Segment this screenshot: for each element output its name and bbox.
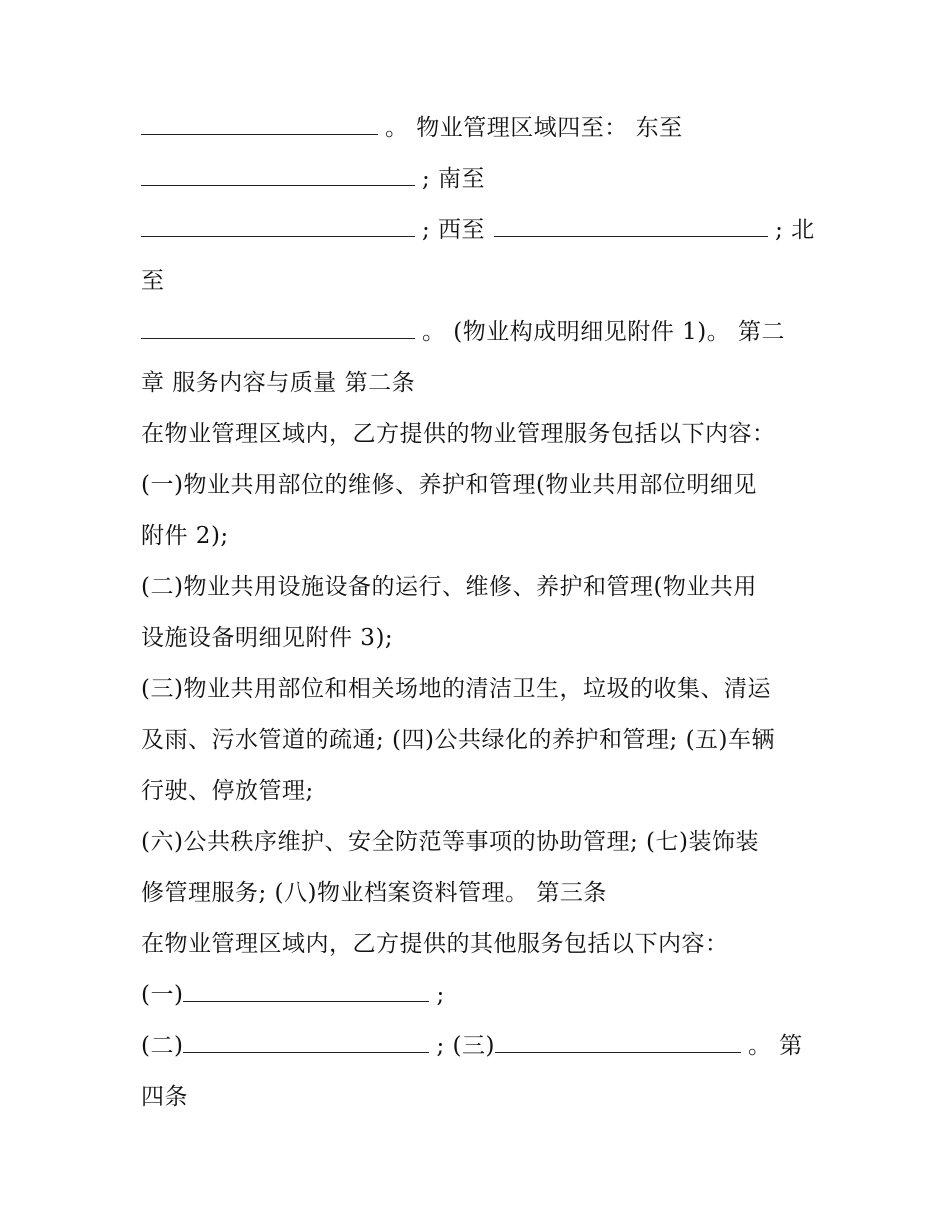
text-line-15 xyxy=(141,827,759,857)
text-line-12 xyxy=(141,674,771,704)
text-line-20 xyxy=(141,1082,188,1112)
line-text: 及雨、污水管道的疏通; (四)公共绿化的养护和管理; (五)车辆 xyxy=(141,727,776,753)
line-text: (二)物业共用设施设备的运行、维修、养护和管理(物业共用 xyxy=(141,574,757,600)
line-text: (一) xyxy=(141,982,184,1008)
line-text: 附件 2); xyxy=(141,523,229,549)
fill-in-blank[interactable] xyxy=(141,318,415,339)
line-text: 至 xyxy=(141,268,165,294)
fill-in-blank[interactable] xyxy=(494,216,768,237)
line-text: 行驶、停放管理; xyxy=(141,778,314,804)
line-text: ; 北 xyxy=(775,217,815,243)
fill-in-blank[interactable] xyxy=(183,1032,429,1053)
line-text: (二) xyxy=(141,1033,184,1059)
line-text: 。 第 xyxy=(747,1033,803,1059)
line-text: (一)物业共用部位的维修、养护和管理(物业共用部位明细见 xyxy=(141,472,757,498)
text-line-10 xyxy=(141,572,757,602)
text-line-8 xyxy=(141,470,757,500)
fill-in-blank[interactable] xyxy=(141,114,378,135)
line-text: 四条 xyxy=(141,1084,188,1110)
text-line-16 xyxy=(141,878,607,908)
text-line-13 xyxy=(141,725,775,755)
text-line-5 xyxy=(141,317,785,347)
text-line-14 xyxy=(141,776,314,806)
line-text: ; xyxy=(436,982,445,1008)
line-text: 设施设备明细见附件 3); xyxy=(141,625,394,651)
line-text: 修管理服务; (八)物业档案资料管理。 第三条 xyxy=(141,880,607,906)
text-line-4 xyxy=(141,266,165,296)
line-text: ; 西至 xyxy=(422,217,486,243)
text-line-6 xyxy=(141,368,415,398)
line-text: 章 服务内容与质量 第二条 xyxy=(141,370,416,396)
text-line-11 xyxy=(141,623,393,653)
line-text: ; (三) xyxy=(436,1033,495,1059)
line-text: (六)公共秩序维护、安全防范等事项的协助管理; (七)装饰装 xyxy=(141,829,759,855)
text-line-1 xyxy=(141,113,683,143)
text-line-18 xyxy=(141,980,445,1010)
line-text: (三)物业共用部位和相关场地的清洁卫生，垃圾的收集、清运 xyxy=(141,676,771,702)
fill-in-blank[interactable] xyxy=(183,981,429,1002)
line-text: ; 南至 xyxy=(422,166,486,192)
fill-in-blank[interactable] xyxy=(141,165,415,186)
fill-in-blank[interactable] xyxy=(495,1032,741,1053)
line-text: 在物业管理区域内，乙方提供的其他服务包括以下内容： xyxy=(141,931,729,957)
text-line-19 xyxy=(141,1031,803,1061)
fill-in-blank[interactable] xyxy=(141,216,415,237)
text-line-7 xyxy=(141,419,776,449)
text-line-2 xyxy=(141,164,485,194)
text-line-17 xyxy=(141,929,729,959)
text-line-9 xyxy=(141,521,229,551)
line-text: 在物业管理区域内，乙方提供的物业管理服务包括以下内容： xyxy=(141,421,776,447)
line-text: 。 (物业构成明细见附件 1)。 第二 xyxy=(422,319,786,345)
text-line-3 xyxy=(141,215,815,245)
line-text: 。 物业管理区域四至： 东至 xyxy=(385,115,683,141)
